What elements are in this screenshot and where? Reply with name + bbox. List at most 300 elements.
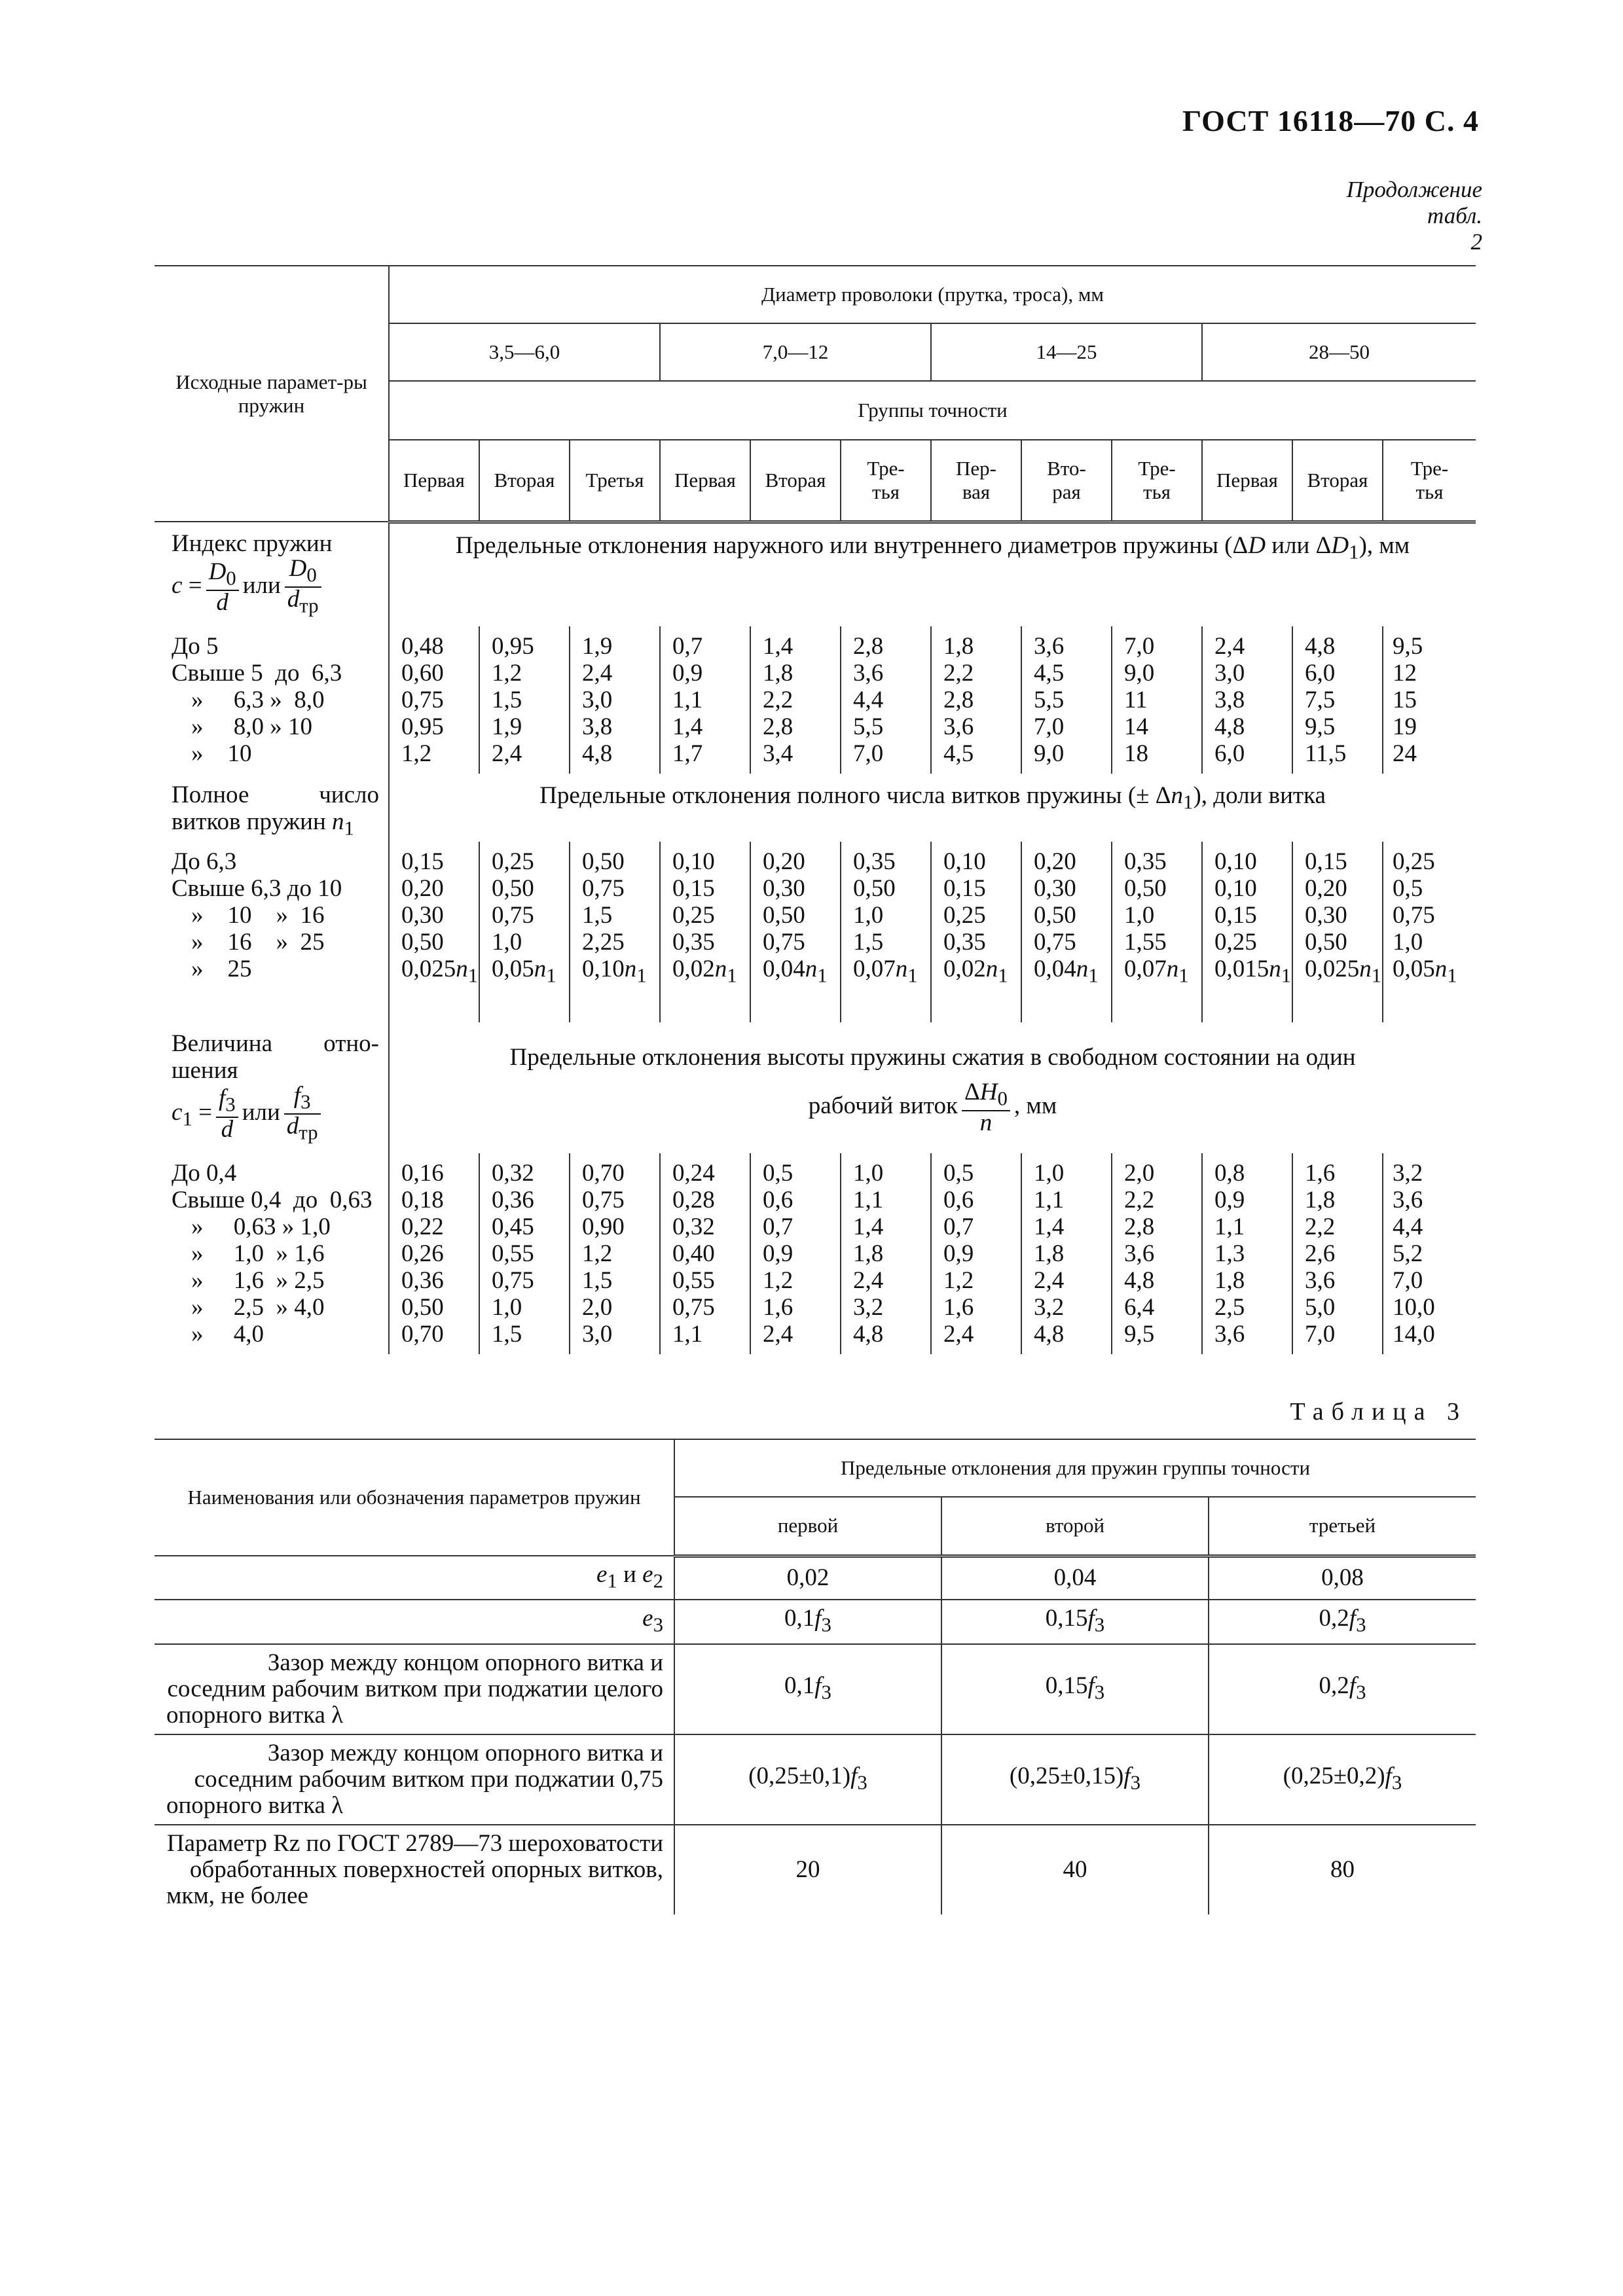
t3-cell: $0,1f_3$ bbox=[674, 1600, 941, 1643]
cell-value: 0,25 bbox=[1393, 848, 1435, 876]
t3-cell: $0,15f_3$ bbox=[941, 1600, 1209, 1643]
cell-value: 1,4 bbox=[672, 713, 703, 740]
section1-label bbox=[172, 530, 388, 618]
t3-cell: $(0,25\pm 0,1)f_3$ bbox=[674, 1734, 941, 1825]
cell-value: 0,75 bbox=[401, 687, 444, 713]
row-label: » 6,3 » 8,0 bbox=[191, 687, 325, 713]
range-4: 28—50 bbox=[1202, 323, 1476, 381]
row-labels bbox=[155, 842, 389, 1022]
value-column bbox=[1202, 626, 1292, 774]
fraction-f3-d bbox=[216, 1086, 238, 1141]
cell-value: 0,7 bbox=[943, 1213, 974, 1240]
value-column bbox=[570, 1153, 660, 1354]
cell-value: 0,25 bbox=[672, 902, 715, 929]
cell-value: 14 bbox=[1124, 713, 1148, 740]
row-labels bbox=[155, 626, 389, 774]
cell-value: 1,9 bbox=[492, 713, 522, 740]
cell-value: 1,8 bbox=[1034, 1240, 1065, 1267]
value-column bbox=[1112, 626, 1202, 774]
cell-value: $0,02n_1$ bbox=[943, 956, 1008, 987]
cell-value: 9,0 bbox=[1124, 660, 1155, 687]
row-label: » 10 » 16 bbox=[191, 902, 325, 929]
cell-value: 1,0 bbox=[1124, 902, 1155, 929]
fraction-dh0-n-denominator: n bbox=[979, 1109, 993, 1137]
cell-value: 4,5 bbox=[943, 740, 974, 767]
cell-value: 1,1 bbox=[672, 687, 703, 713]
cell-value: $0,05n_1$ bbox=[1393, 956, 1457, 987]
cell-value: 0,30 bbox=[401, 902, 444, 929]
group-6: Тре- тья bbox=[841, 440, 931, 522]
t3-cell: 80 bbox=[1209, 1825, 1476, 1914]
cell-value: 3,6 bbox=[1034, 633, 1065, 660]
cell-value: 0,75 bbox=[492, 902, 534, 929]
cell-value: 11 bbox=[1124, 687, 1148, 713]
section1-title: Индекс пружин bbox=[172, 530, 333, 557]
value-column bbox=[479, 842, 570, 1022]
t3-row-label: $e_1$ и $e_2$ bbox=[155, 1556, 674, 1600]
cell-value: 0,35 bbox=[853, 848, 896, 876]
cell-value: 0,5 bbox=[1393, 875, 1423, 903]
cell-value: 1,2 bbox=[943, 1266, 974, 1294]
cell-value: $0,025n_1$ bbox=[401, 956, 479, 987]
diameter-header: Диаметр проволоки (прутка, троса), мм bbox=[389, 266, 1476, 323]
cell-value: 0,35 bbox=[943, 929, 986, 956]
cell-value: $0,07n_1$ bbox=[853, 956, 918, 987]
value-column bbox=[1383, 1153, 1476, 1354]
value-column bbox=[841, 842, 931, 1022]
cell-value: 7,0 bbox=[1034, 713, 1065, 740]
cell-value: 1,1 bbox=[1214, 1213, 1245, 1240]
cell-value: 3,6 bbox=[1393, 1186, 1423, 1213]
cell-value: 4,8 bbox=[1124, 1266, 1155, 1294]
cell-value: 3,8 bbox=[1214, 687, 1245, 713]
cell-value: 3,6 bbox=[1214, 1320, 1245, 1348]
cell-value: 0,18 bbox=[401, 1186, 444, 1213]
cell-value: 9,5 bbox=[1124, 1320, 1155, 1348]
cell-value: 7,5 bbox=[1305, 687, 1336, 713]
section-caption-row bbox=[155, 522, 1476, 626]
cell-value: 0,50 bbox=[853, 875, 896, 903]
cell-value: 0,20 bbox=[1305, 875, 1347, 903]
caption-text: рабочий виток bbox=[808, 1092, 958, 1119]
cell-value: 6,4 bbox=[1124, 1293, 1155, 1321]
fraction-d0-d-numerator: $D_0$ bbox=[206, 560, 239, 591]
formula-lhs: c = bbox=[172, 571, 202, 599]
cell-value: 1,2 bbox=[763, 1266, 793, 1294]
t3-row-label: $e_3$ bbox=[155, 1600, 674, 1643]
value-column bbox=[570, 626, 660, 774]
cell-value: 15 bbox=[1393, 687, 1417, 713]
cell-value: 1,2 bbox=[492, 660, 522, 687]
value-column bbox=[1021, 626, 1112, 774]
cell-value: 0,50 bbox=[1034, 902, 1076, 929]
cell-value: 10,0 bbox=[1393, 1293, 1435, 1321]
cell-value: 1,5 bbox=[492, 687, 522, 713]
table-3-title: Таблица 3 bbox=[1290, 1398, 1467, 1426]
cell-value: 0,35 bbox=[1124, 848, 1167, 876]
section1-caption: Предельные отклонения наружного или внутреннего диаметров пружины (ΔD или $\Delta D_1$), мм bbox=[455, 531, 1410, 563]
section2-label: Полное число витков пружин $n_1$ bbox=[172, 781, 379, 840]
value-column bbox=[479, 1153, 570, 1354]
cell-value: 1,0 bbox=[492, 929, 522, 956]
groups-header: Группы точности bbox=[389, 381, 1476, 440]
value-column bbox=[1383, 626, 1476, 774]
value-column bbox=[1202, 842, 1292, 1022]
range-1: 3,5—6,0 bbox=[389, 323, 660, 381]
formula-lhs: $c_1$ = bbox=[172, 1098, 212, 1130]
section-caption-cell bbox=[389, 522, 1476, 626]
value-column bbox=[1383, 842, 1476, 1022]
cell-value: 0,75 bbox=[492, 1266, 534, 1294]
cell-value: 11,5 bbox=[1305, 740, 1347, 767]
cell-value: 0,75 bbox=[1393, 902, 1435, 929]
group-1: Первая bbox=[389, 440, 479, 522]
cell-value: 3,6 bbox=[1124, 1240, 1155, 1267]
cell-value: 0,10 bbox=[943, 848, 986, 876]
cell-value: 2,25 bbox=[582, 929, 625, 956]
section-caption-row bbox=[155, 774, 1476, 842]
section2-caption: Предельные отклонения полного числа витков пружины (± $\Delta n_1$), доли витка bbox=[539, 782, 1326, 814]
cell-value: 3,0 bbox=[1214, 660, 1245, 687]
cell-value: 0,50 bbox=[582, 848, 625, 876]
cell-value: 0,45 bbox=[492, 1213, 534, 1240]
range-3: 14—25 bbox=[931, 323, 1202, 381]
cell-value: $0,10n_1$ bbox=[582, 956, 647, 987]
fraction-dh0-n-numerator: $\Delta H_0$ bbox=[962, 1081, 1010, 1111]
cell-value: 0,55 bbox=[492, 1240, 534, 1267]
cell-value: 2,8 bbox=[853, 633, 884, 660]
t3-cell: $0,15f_3$ bbox=[941, 1644, 1209, 1734]
value-column bbox=[570, 842, 660, 1022]
t3-group-3: третьей bbox=[1209, 1497, 1476, 1556]
cell-value: 24 bbox=[1393, 740, 1417, 767]
data-block bbox=[155, 1153, 1476, 1354]
cell-value: 0,55 bbox=[672, 1266, 715, 1294]
cell-value: 0,6 bbox=[943, 1186, 974, 1213]
cell-value: 0,75 bbox=[1034, 929, 1076, 956]
value-column bbox=[660, 1153, 750, 1354]
cell-value: 14,0 bbox=[1393, 1320, 1435, 1348]
group-5: Вторая bbox=[750, 440, 841, 522]
cell-value: 0,35 bbox=[672, 929, 715, 956]
cell-value: 0,9 bbox=[1214, 1186, 1245, 1213]
t3-row bbox=[155, 1734, 1476, 1825]
group-9: Тре- тья bbox=[1112, 440, 1202, 522]
cell-value: 4,8 bbox=[1305, 633, 1336, 660]
cell-value: 1,9 bbox=[582, 633, 613, 660]
formula-or: или bbox=[242, 1098, 280, 1126]
fraction-d0-dtr bbox=[285, 557, 321, 618]
cell-value: 0,30 bbox=[1034, 875, 1076, 903]
fraction-d0-dtr-denominator: $d_{тр}$ bbox=[287, 586, 319, 617]
cell-value: 0,15 bbox=[401, 848, 444, 876]
value-column bbox=[1292, 626, 1383, 774]
cell-value: 1,4 bbox=[1034, 1213, 1065, 1240]
cell-value: 0,7 bbox=[672, 633, 703, 660]
cell-value: 0,20 bbox=[763, 848, 805, 876]
cell-value: 2,0 bbox=[582, 1293, 613, 1321]
cell-value: 18 bbox=[1124, 740, 1148, 767]
section-label-cell bbox=[155, 522, 389, 626]
cell-value: 1,8 bbox=[1214, 1266, 1245, 1294]
value-column bbox=[660, 842, 750, 1022]
value-column bbox=[1112, 842, 1202, 1022]
row-label: » 4,0 bbox=[191, 1320, 264, 1348]
cell-value: 2,8 bbox=[943, 687, 974, 713]
value-column bbox=[1292, 1153, 1383, 1354]
cell-value: 1,3 bbox=[1214, 1240, 1245, 1267]
cell-value: 0,5 bbox=[763, 1159, 793, 1187]
value-column bbox=[1292, 842, 1383, 1022]
t3-cell: 40 bbox=[941, 1825, 1209, 1914]
row-label: Свыше 0,4 до 0,63 bbox=[172, 1186, 373, 1213]
t3-param-header: Наименования или обозначения параметров пружин bbox=[155, 1439, 674, 1556]
cell-value: 0,75 bbox=[582, 1186, 625, 1213]
cell-value: 1,7 bbox=[672, 740, 703, 767]
cell-value: 0,95 bbox=[492, 633, 534, 660]
cell-value: 1,6 bbox=[763, 1293, 793, 1321]
section-caption-cell bbox=[389, 1022, 1476, 1153]
cell-value: 0,90 bbox=[582, 1213, 625, 1240]
fraction-f3-dtr-numerator: $f_3$ bbox=[284, 1084, 321, 1115]
value-column bbox=[1021, 1153, 1112, 1354]
t3-row bbox=[155, 1825, 1476, 1914]
fraction-f3-d-denominator: d bbox=[221, 1115, 234, 1143]
value-column bbox=[750, 1153, 841, 1354]
fraction-f3-d-numerator: $f_3$ bbox=[216, 1086, 238, 1117]
cell-value: 5,5 bbox=[853, 713, 884, 740]
cell-value: 4,4 bbox=[853, 687, 884, 713]
fraction-d0-d-denominator: d bbox=[216, 589, 228, 617]
cell-value: 2,4 bbox=[492, 740, 522, 767]
cell-value: 2,6 bbox=[1305, 1240, 1336, 1267]
section-label-cell bbox=[155, 1022, 389, 1153]
cell-value: 4,8 bbox=[1214, 713, 1245, 740]
t3-row-label: Параметр Rz по ГОСТ 2789—73 шероховатости обработанных поверхностей опорных витков, мкм, не более bbox=[155, 1825, 674, 1914]
cell-value: 0,60 bbox=[401, 660, 444, 687]
t3-cell: 0,02 bbox=[674, 1556, 941, 1600]
row-label: До 5 bbox=[172, 633, 219, 660]
cell-value: 1,8 bbox=[763, 660, 793, 687]
row-label: » 2,5 » 4,0 bbox=[191, 1293, 325, 1321]
cell-value: 7,0 bbox=[1393, 1266, 1423, 1294]
cell-value: 3,6 bbox=[1305, 1266, 1336, 1294]
cell-value: 1,1 bbox=[853, 1186, 884, 1213]
cell-value: 0,25 bbox=[492, 848, 534, 876]
table-2 bbox=[155, 265, 1476, 1354]
section-caption-cell bbox=[389, 774, 1476, 842]
cell-value: 12 bbox=[1393, 660, 1417, 687]
cell-value: 4,8 bbox=[1034, 1320, 1065, 1348]
section-label-cell bbox=[155, 774, 389, 842]
cell-value: 2,4 bbox=[763, 1320, 793, 1348]
data-block bbox=[155, 626, 1476, 774]
cell-value: 1,55 bbox=[1124, 929, 1167, 956]
cell-value: $0,015n_1$ bbox=[1214, 956, 1292, 987]
section3-label bbox=[172, 1030, 388, 1145]
row-label: » 1,6 » 2,5 bbox=[191, 1266, 325, 1294]
cell-value: 0,50 bbox=[492, 875, 534, 903]
value-column bbox=[389, 626, 479, 774]
row-label: Свыше 6,3 до 10 bbox=[172, 875, 342, 903]
cell-value: 0,36 bbox=[492, 1186, 534, 1213]
row-label: Свыше 5 до 6,3 bbox=[172, 660, 342, 687]
group-2: Вторая bbox=[479, 440, 570, 522]
cell-value: 0,10 bbox=[672, 848, 715, 876]
cell-value: 1,8 bbox=[943, 633, 974, 660]
cell-value: 19 bbox=[1393, 713, 1417, 740]
cell-value: 0,15 bbox=[672, 875, 715, 903]
cell-value: 3,6 bbox=[853, 660, 884, 687]
cell-value: 1,8 bbox=[853, 1240, 884, 1267]
t3-limits-header: Предельные отклонения для пружин группы точности bbox=[674, 1439, 1476, 1497]
group-10: Первая bbox=[1202, 440, 1292, 522]
cell-value: 7,0 bbox=[1305, 1320, 1336, 1348]
cell-value: 6,0 bbox=[1214, 740, 1245, 767]
fraction-d0-dtr-numerator: $D_0$ bbox=[285, 557, 321, 588]
cell-value: 5,2 bbox=[1393, 1240, 1423, 1267]
cell-value: 1,5 bbox=[582, 902, 613, 929]
t3-group-1: первой bbox=[674, 1497, 941, 1556]
cell-value: $0,02n_1$ bbox=[672, 956, 737, 987]
value-column bbox=[389, 842, 479, 1022]
cell-value: 1,1 bbox=[672, 1320, 703, 1348]
t3-row-label: Зазор между концом опорного витка и соседним рабочим витком при поджатии 0,75 опорного витка λ bbox=[155, 1734, 674, 1825]
section-caption-row bbox=[155, 1022, 1476, 1153]
cell-value: 0,7 bbox=[763, 1213, 793, 1240]
cell-value: 0,70 bbox=[401, 1320, 444, 1348]
cell-value: 1,6 bbox=[1305, 1159, 1336, 1187]
cell-value: 0,9 bbox=[672, 660, 703, 687]
cell-value: $0,05n_1$ bbox=[492, 956, 556, 987]
cell-value: 2,2 bbox=[763, 687, 793, 713]
cell-value: 0,75 bbox=[582, 875, 625, 903]
group-3: Третья bbox=[570, 440, 660, 522]
cell-value: 1,2 bbox=[582, 1240, 613, 1267]
cell-value: 1,0 bbox=[1034, 1159, 1065, 1187]
cell-value: 0,8 bbox=[1214, 1159, 1245, 1187]
cell-value: 3,6 bbox=[943, 713, 974, 740]
group-11: Вторая bbox=[1292, 440, 1383, 522]
cell-value: 0,10 bbox=[1214, 875, 1257, 903]
cell-value: 0,32 bbox=[492, 1159, 534, 1187]
caption-unit: , мм bbox=[1013, 1092, 1057, 1119]
cell-value: 3,2 bbox=[853, 1293, 884, 1321]
row-label: » 0,63 » 1,0 bbox=[191, 1213, 331, 1240]
t3-cell: $(0,25\pm 0,2)f_3$ bbox=[1209, 1734, 1476, 1825]
t3-cell: $0,2f_3$ bbox=[1209, 1600, 1476, 1643]
cell-value: 0,50 bbox=[1305, 929, 1347, 956]
cell-value: 1,5 bbox=[492, 1320, 522, 1348]
cell-value: 9,0 bbox=[1034, 740, 1065, 767]
cell-value: 2,0 bbox=[1124, 1159, 1155, 1187]
section1-formula bbox=[172, 557, 388, 618]
continuation-line2: табл. bbox=[1427, 203, 1482, 228]
cell-value: 4,5 bbox=[1034, 660, 1065, 687]
fraction-d0-d bbox=[206, 560, 239, 615]
cell-value: 0,48 bbox=[401, 633, 444, 660]
continuation-line1: Продолжение bbox=[1346, 177, 1482, 202]
row-label: » 16 » 25 bbox=[191, 929, 325, 956]
cell-value: 0,15 bbox=[1305, 848, 1347, 876]
t3-cell: 20 bbox=[674, 1825, 941, 1914]
cell-value: 3,0 bbox=[582, 1320, 613, 1348]
t3-row bbox=[155, 1644, 1476, 1734]
cell-value: 1,0 bbox=[853, 902, 884, 929]
value-column bbox=[479, 626, 570, 774]
cell-value: 2,4 bbox=[582, 660, 613, 687]
group-12: Тре- тья bbox=[1383, 440, 1476, 522]
row-label: » 10 bbox=[191, 740, 252, 767]
cell-value: $0,07n_1$ bbox=[1124, 956, 1189, 987]
cell-value: 2,2 bbox=[1305, 1213, 1336, 1240]
t3-row bbox=[155, 1600, 1476, 1643]
section3-title: Величина отно-шения bbox=[172, 1030, 379, 1084]
cell-value: 2,8 bbox=[763, 713, 793, 740]
cell-value: 6,0 bbox=[1305, 660, 1336, 687]
section3-caption-line1: Предельные отклонения высоты пружины сжатия в свободном состоянии на один bbox=[509, 1043, 1356, 1071]
cell-value: 0,5 bbox=[943, 1159, 974, 1187]
value-column bbox=[841, 1153, 931, 1354]
section3-formula bbox=[172, 1081, 388, 1145]
cell-value: 0,50 bbox=[763, 902, 805, 929]
cell-value: 0,16 bbox=[401, 1159, 444, 1187]
cell-value: 2,5 bbox=[1214, 1293, 1245, 1321]
cell-value: 2,4 bbox=[943, 1320, 974, 1348]
cell-value: 7,0 bbox=[1124, 633, 1155, 660]
continuation-line3: 2 bbox=[1470, 229, 1482, 255]
cell-value: 2,2 bbox=[1124, 1186, 1155, 1213]
cell-value: 0,28 bbox=[672, 1186, 715, 1213]
cell-value: 9,5 bbox=[1305, 713, 1336, 740]
t3-cell: 0,04 bbox=[941, 1556, 1209, 1600]
value-column bbox=[750, 626, 841, 774]
t3-group-2: второй bbox=[941, 1497, 1209, 1556]
cell-value: 0,15 bbox=[1214, 902, 1257, 929]
cell-value: 5,0 bbox=[1305, 1293, 1336, 1321]
cell-value: 0,9 bbox=[763, 1240, 793, 1267]
t3-row-label: Зазор между концом опорного витка и соседним рабочим витком при поджатии целого опорного витка λ bbox=[155, 1644, 674, 1734]
value-column bbox=[931, 842, 1021, 1022]
cell-value: 7,0 bbox=[853, 740, 884, 767]
param-header-text: Исходные парамет-ры пружин bbox=[175, 370, 367, 417]
param-header bbox=[155, 266, 389, 522]
cell-value: 1,0 bbox=[492, 1293, 522, 1321]
continuation-note bbox=[1347, 177, 1482, 255]
cell-value: 0,30 bbox=[763, 875, 805, 903]
row-label: » 8,0 » 10 bbox=[191, 713, 312, 740]
cell-value: 0,9 bbox=[943, 1240, 974, 1267]
cell-value: 0,50 bbox=[1124, 875, 1167, 903]
cell-value: 3,0 bbox=[582, 687, 613, 713]
cell-value: 1,5 bbox=[853, 929, 884, 956]
cell-value: 0,10 bbox=[1214, 848, 1257, 876]
t3-row bbox=[155, 1556, 1476, 1600]
cell-value: $0,025n_1$ bbox=[1305, 956, 1382, 987]
section3-caption-line2 bbox=[401, 1078, 1464, 1137]
cell-value: 0,25 bbox=[943, 902, 986, 929]
row-labels bbox=[155, 1153, 389, 1354]
cell-value: 3,2 bbox=[1393, 1159, 1423, 1187]
section3-caption bbox=[401, 1030, 1464, 1135]
cell-value: 1,4 bbox=[763, 633, 793, 660]
value-column bbox=[750, 842, 841, 1022]
cell-value: 2,4 bbox=[1214, 633, 1245, 660]
cell-value: 1,5 bbox=[582, 1266, 613, 1294]
value-column bbox=[389, 1153, 479, 1354]
cell-value: 0,70 bbox=[582, 1159, 625, 1187]
cell-value: 3,4 bbox=[763, 740, 793, 767]
